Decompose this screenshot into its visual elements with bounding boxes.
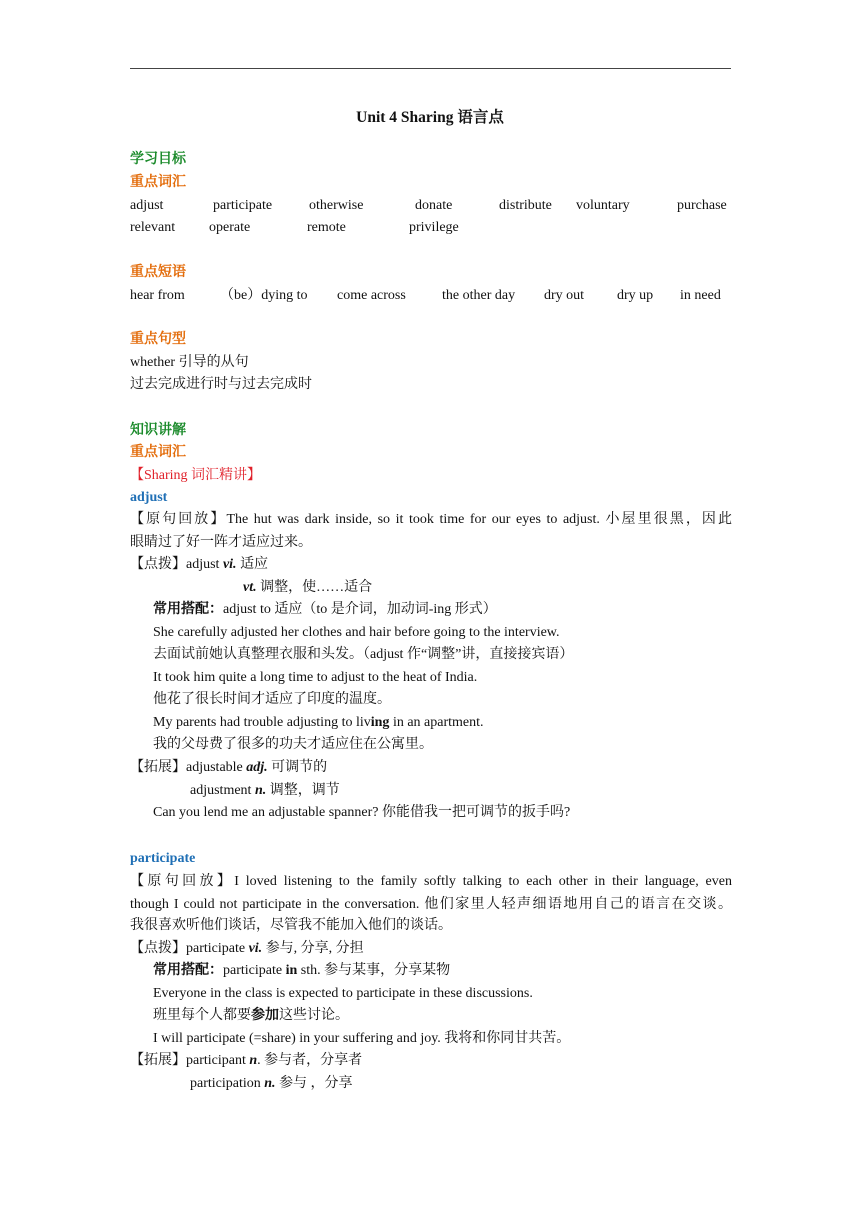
collocation-emphasis: in <box>285 963 298 978</box>
extension-word: participant <box>186 1053 250 1068</box>
phrase: in need <box>680 288 721 303</box>
definition: 适应 <box>236 557 269 572</box>
entry-word-adjust: adjust <box>130 490 168 505</box>
vocab-word: distribute <box>499 198 552 213</box>
original-sentence-cont: 眼睛过了好一阵才适应过来。 <box>130 535 312 550</box>
vocab-word: operate <box>209 220 251 235</box>
extension-word: participation <box>190 1076 265 1091</box>
example-part: 这些讨论。 <box>279 1008 349 1023</box>
pos-tag: n <box>249 1053 258 1068</box>
collocation-line <box>153 600 497 620</box>
collocation-part: participate <box>223 963 286 978</box>
example-en: She carefully adjusted her clothes and hair before going to the interview. <box>153 625 560 640</box>
pos-tag: vt. <box>243 580 257 595</box>
page-title: Unit 4 Sharing 语言点 <box>356 109 504 126</box>
extension-word: adjustable <box>186 760 247 775</box>
sentence-item: 过去完成进行时与过去完成时 <box>130 377 312 392</box>
tip-line <box>130 555 268 575</box>
extension-line-2 <box>190 781 340 801</box>
sentence-item: whether 引导的从句 <box>130 355 249 370</box>
example-part: 班里每个人都要 <box>153 1008 251 1023</box>
collocation-line <box>153 961 450 981</box>
example-emphasis: 参加 <box>251 1008 279 1023</box>
phrase: hear from <box>130 288 185 303</box>
example-cn: 去面试前她认真整理衣服和头发。（adjust 作“调整”讲，直接接宾语） <box>153 647 574 662</box>
vocab-word: donate <box>415 198 453 213</box>
phrase: come across <box>337 288 406 303</box>
definition: . 参与者，分享者 <box>257 1053 363 1068</box>
vocab-row-2 <box>130 218 732 238</box>
extension-word: adjustment <box>190 783 255 798</box>
example-cn: 我的父母费了很多的功夫才适应住在公寓里。 <box>153 737 433 752</box>
tip-line-2 <box>243 578 372 598</box>
extension-line-2 <box>190 1074 353 1094</box>
original-sentence-cont: 我很喜欢听他们谈话，尽管我不能加入他们的谈话。 <box>130 918 452 933</box>
original-label: 【原句回放】 <box>130 874 235 889</box>
phrases-row <box>130 286 732 306</box>
phrases-heading: 重点短语 <box>130 265 186 280</box>
collocation-label: 常用搭配： <box>153 963 223 978</box>
pos-tag: n. <box>264 1076 276 1091</box>
example-part: My parents had trouble adjusting to liv <box>153 715 371 730</box>
example-en: It took him quite a long time to adjust to the heat of India. <box>153 670 478 685</box>
definition: 调整，调节 <box>266 783 340 798</box>
tip-label: 【点拨】 <box>130 557 186 572</box>
vocab-row-1 <box>130 196 732 216</box>
tip-word: participate <box>186 941 249 956</box>
original-text: I loved listening to the family softly talking to each other in their language, even <box>234 874 732 889</box>
knowledge-heading: 知识讲解 <box>130 423 186 438</box>
definition: 可调节的 <box>267 760 328 775</box>
extension-line <box>130 1051 362 1071</box>
extension-line <box>130 758 327 778</box>
extension-label: 【拓展】 <box>130 760 186 775</box>
example-cn: 他花了很长时间才适应了印度的温度。 <box>153 692 391 707</box>
vocab-word: participate <box>213 198 273 213</box>
original-sentence <box>130 509 732 531</box>
phrase: dry up <box>617 288 654 303</box>
phrase: dry out <box>544 288 585 303</box>
section-label: 【Sharing 词汇精讲】 <box>130 468 262 483</box>
example-emphasis: ing <box>370 715 390 730</box>
tip-label: 【点拨】 <box>130 941 186 956</box>
example-part: in an apartment. <box>389 715 484 730</box>
example-en: Everyone in the class is expected to participate in these discussions. <box>153 986 533 1001</box>
vocab-word: otherwise <box>309 198 364 213</box>
collocation-text: adjust to 适应（to 是介词，加动词-ing 形式） <box>223 602 497 617</box>
example-en <box>153 713 484 733</box>
original-sentence-cont: though I could not participate in the conversation. 他们家里人轻声细语地用自己的语言在交谈。 <box>130 897 732 912</box>
extension-label: 【拓展】 <box>130 1053 186 1068</box>
tip-word: adjust <box>186 557 223 572</box>
phrase: the other day <box>442 288 516 303</box>
entry-word-participate: participate <box>130 851 196 866</box>
vocab-heading: 重点词汇 <box>130 175 186 190</box>
vocab-word: voluntary <box>576 198 630 213</box>
example-cn <box>153 1006 349 1026</box>
pos-tag: vi. <box>222 557 237 572</box>
definition: 参与 ，分享 <box>275 1076 353 1091</box>
extension-example: Can you lend me an adjustable spanner? 你能借我一把可调节的扳手吗? <box>153 805 571 820</box>
sentences-heading: 重点句型 <box>130 332 186 347</box>
objectives-heading: 学习目标 <box>130 152 186 167</box>
vocab-word: purchase <box>677 198 727 213</box>
collocation-label: 常用搭配： <box>153 602 223 617</box>
original-sentence <box>130 871 732 893</box>
pos-tag: n. <box>254 783 267 798</box>
original-text: The hut was dark inside, so it took time for our eyes to adjust. 小屋里很黑，因此 <box>226 512 732 527</box>
original-label: 【原句回放】 <box>130 512 227 527</box>
phrase: （be）dying to <box>220 288 308 303</box>
vocab-word: remote <box>307 220 346 235</box>
pos-tag: vi. <box>248 941 263 956</box>
vocab-word: relevant <box>130 220 176 235</box>
example-en: I will participate (=share) in your suffering and joy. 我将和你同甘共苦。 <box>153 1031 571 1046</box>
vocab-word: privilege <box>409 220 459 235</box>
collocation-part: sth. 参与某事，分享某物 <box>297 963 451 978</box>
pos-tag: adj. <box>246 760 268 775</box>
knowledge-vocab-heading: 重点词汇 <box>130 445 186 460</box>
definition: 调整，使……适合 <box>256 580 373 595</box>
tip-line <box>130 939 364 959</box>
header-rule <box>130 68 731 69</box>
definition: 参与, 分享, 分担 <box>262 941 364 956</box>
vocab-word: adjust <box>130 198 164 213</box>
